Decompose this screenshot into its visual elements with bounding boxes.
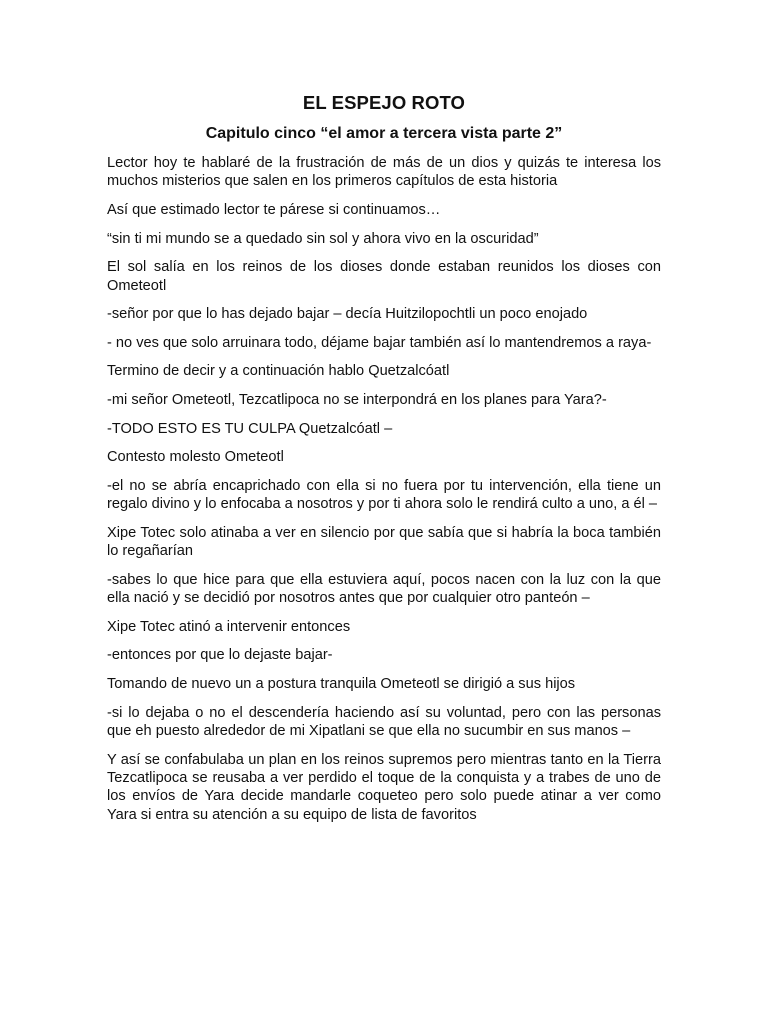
paragraph-14: Xipe Totec atinó a intervenir entonces	[107, 618, 351, 635]
paragraph-17: -si lo dejaba o no el descendería haciendo así su voluntad, pero con las personas que eh puesto alrededor de mi Xipatlani se que ella no sucumbir en sus manos –	[107, 704, 661, 739]
paragraph-16: Tomando de nuevo un a postura tranquila Ometeotl se dirigió a sus hijos	[107, 675, 576, 692]
paragraph-2: Así que estimado lector te párese si continuamos…	[107, 202, 441, 218]
paragraph-10: Contesto molesto Ometeotl	[107, 449, 284, 466]
paragraph-12: Xipe Totec solo atinaba a ver en silencio por que sabía que si habría la boca también lo regañarían	[107, 524, 661, 560]
paragraph-13: -sabes lo que hice para que ella estuviera aquí, pocos nacen con la luz con la que ella nació y se decidió por nosotros antes que por cualquier otro panteón –	[107, 571, 661, 607]
paragraph-15: -entonces por que lo dejaste bajar-	[107, 647, 333, 664]
paragraph-4: El sol salía en los reinos de los dioses donde estaban reunidos los dioses con Ometeotl	[107, 259, 661, 294]
document-page	[107, 92, 661, 834]
paragraph-7: Termino de decir y a continuación hablo Quetzalcóatl	[107, 363, 450, 380]
paragraph-18: Y así se confabulaba un plan en los reinos supremos pero mientras tanto en la Tierra Tezcatlipoca se reusaba a ver perdido el toque de la conquista y a trabes de uno de los envíos de Yara decide mandarle coqueteo pero solo puede atinar a ver como Yara si entra su atención a su equipo de lista de favoritos	[107, 751, 661, 823]
paragraph-8: -mi señor Ometeotl, Tezcatlipoca no se interpondrá en los planes para Yara?-	[107, 391, 607, 408]
paragraph-5: -señor por que lo has dejado bajar – decía Huitzilopochtli un poco enojado	[107, 306, 588, 323]
paragraph-1: Lector hoy te hablaré de la frustración de más de un dios y quizás te interesa los muchos misterios que salen en los primeros capítulos de esta historia	[107, 155, 661, 190]
paragraph-9: -TODO ESTO ES TU CULPA Quetzalcóatl –	[107, 420, 393, 437]
paragraph-11: -el no se abría encaprichado con ella si no fuera por tu intervención, ella tiene un regalo divino y lo enfocaba a nosotros y por ti ahora solo le rendirá culto a uno, a él –	[107, 477, 661, 513]
paragraph-6: - no ves que solo arruinara todo, déjame bajar también así lo mantendremos a raya-	[107, 334, 652, 351]
chapter-subtitle: Capitulo cinco “el amor a tercera vista parte 2”	[205, 125, 563, 142]
paragraph-3: “sin ti mi mundo se a quedado sin sol y ahora vivo en la oscuridad”	[107, 230, 539, 247]
document-title: EL ESPEJO ROTO	[302, 92, 466, 113]
